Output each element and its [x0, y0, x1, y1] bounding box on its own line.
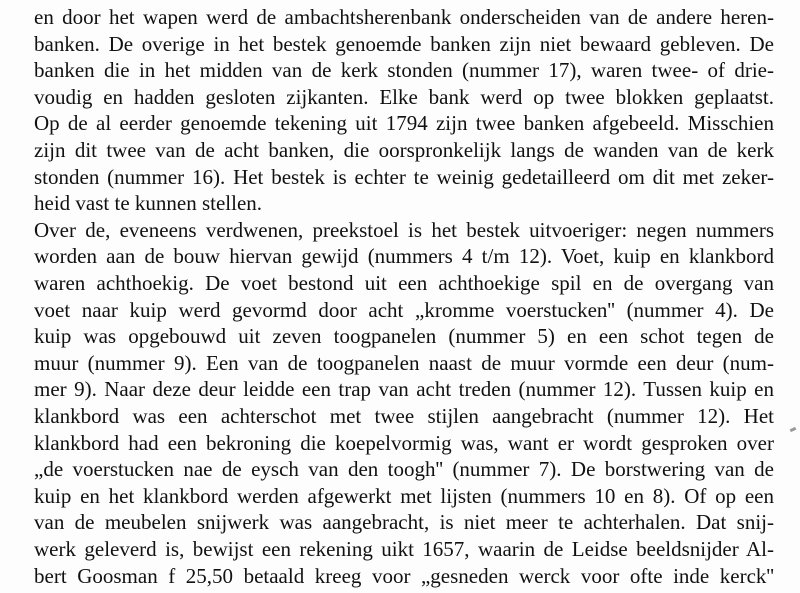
- text-line-20: van de meubelen snijwerk was aangebracht, is niet meer te achterhalen. Dat snij-: [34, 510, 774, 535]
- text-line-13: kuip was opgebouwd uit zeven toogpanelen (nummer 5) en een schot tegen de: [34, 324, 774, 349]
- text-line-17: klankbord had een bekroning die koepelvormig was, want er wordt gesproken over: [34, 430, 774, 455]
- text-line-22: bert Goosman f 25,50 betaald kreeg voor „gesneden werck voor ofte inde kerck'': [34, 563, 774, 588]
- text-line-16: klankbord was een achterschot met twee stijlen aangebracht (nummer 12). Het: [34, 404, 774, 428]
- text-line-12: voet naar kuip werd gevormd door acht „kromme voerstucken'' (nummer 4). De: [34, 297, 774, 322]
- text-line-1: en door het wapen werd de ambachtsherenbank onderscheiden van de andere heren-: [34, 5, 774, 29]
- scan-speck: [790, 427, 797, 432]
- text-line-5: Op de al eerder genoemde tekening uit 1794 zijn twee banken afgebeeld. Misschien: [34, 111, 774, 136]
- text-line-9: Over de, eveneens verdwenen, preekstoel is het bestek uitvoeriger: negen nummers: [34, 217, 774, 242]
- text-line-14: muur (nummer 9). Een van de toogpanelen naast de muur vormde een deur (num-: [34, 350, 774, 375]
- text-line-2: banken. De overige in het bestek genoemde banken zijn niet bewaard gebleven. De: [34, 31, 774, 56]
- text-line-6: zijn dit twee van de acht banken, die oorspronkelijk langs de wanden van de kerk: [34, 138, 774, 162]
- text-line-21: werk geleverd is, bewijst een rekening uikt 1657, waarin de Leidse beeldsnijder Al-: [34, 537, 774, 561]
- text-line-15: mer 9). Naar deze deur leidde een trap van acht treden (nummer 12). Tussen kuip en: [34, 377, 774, 402]
- text-line-18: „de voerstucken nae de eysch van den toogh'' (nummer 7). De borstwering van de: [34, 457, 774, 482]
- text-line-7: stonden (nummer 16). Het bestek is echter te weinig gedetailleerd om dit met zeker-: [34, 164, 774, 189]
- text-line-10: worden aan de bouw hiervan gewijd (nummers 4 t/m 12). Voet, kuip en klankbord: [34, 244, 774, 269]
- text-line-3: banken die in het midden van de kerk stonden (nummer 17), waren twee- of drie-: [34, 58, 774, 83]
- text-line-4: voudig en hadden gesloten zijkanten. Elke bank werd op twee blokken geplaatst.: [34, 84, 774, 109]
- text-line-11: waren achthoekig. De voet bestond uit een achthoekige spil en de overgang van: [34, 271, 774, 295]
- text-line-19: kuip en het klankbord werden afgewerkt met lijsten (nummers 10 en 8). Of op een: [34, 483, 774, 508]
- text-line-8: heid vast te kunnen stellen.: [34, 191, 263, 216]
